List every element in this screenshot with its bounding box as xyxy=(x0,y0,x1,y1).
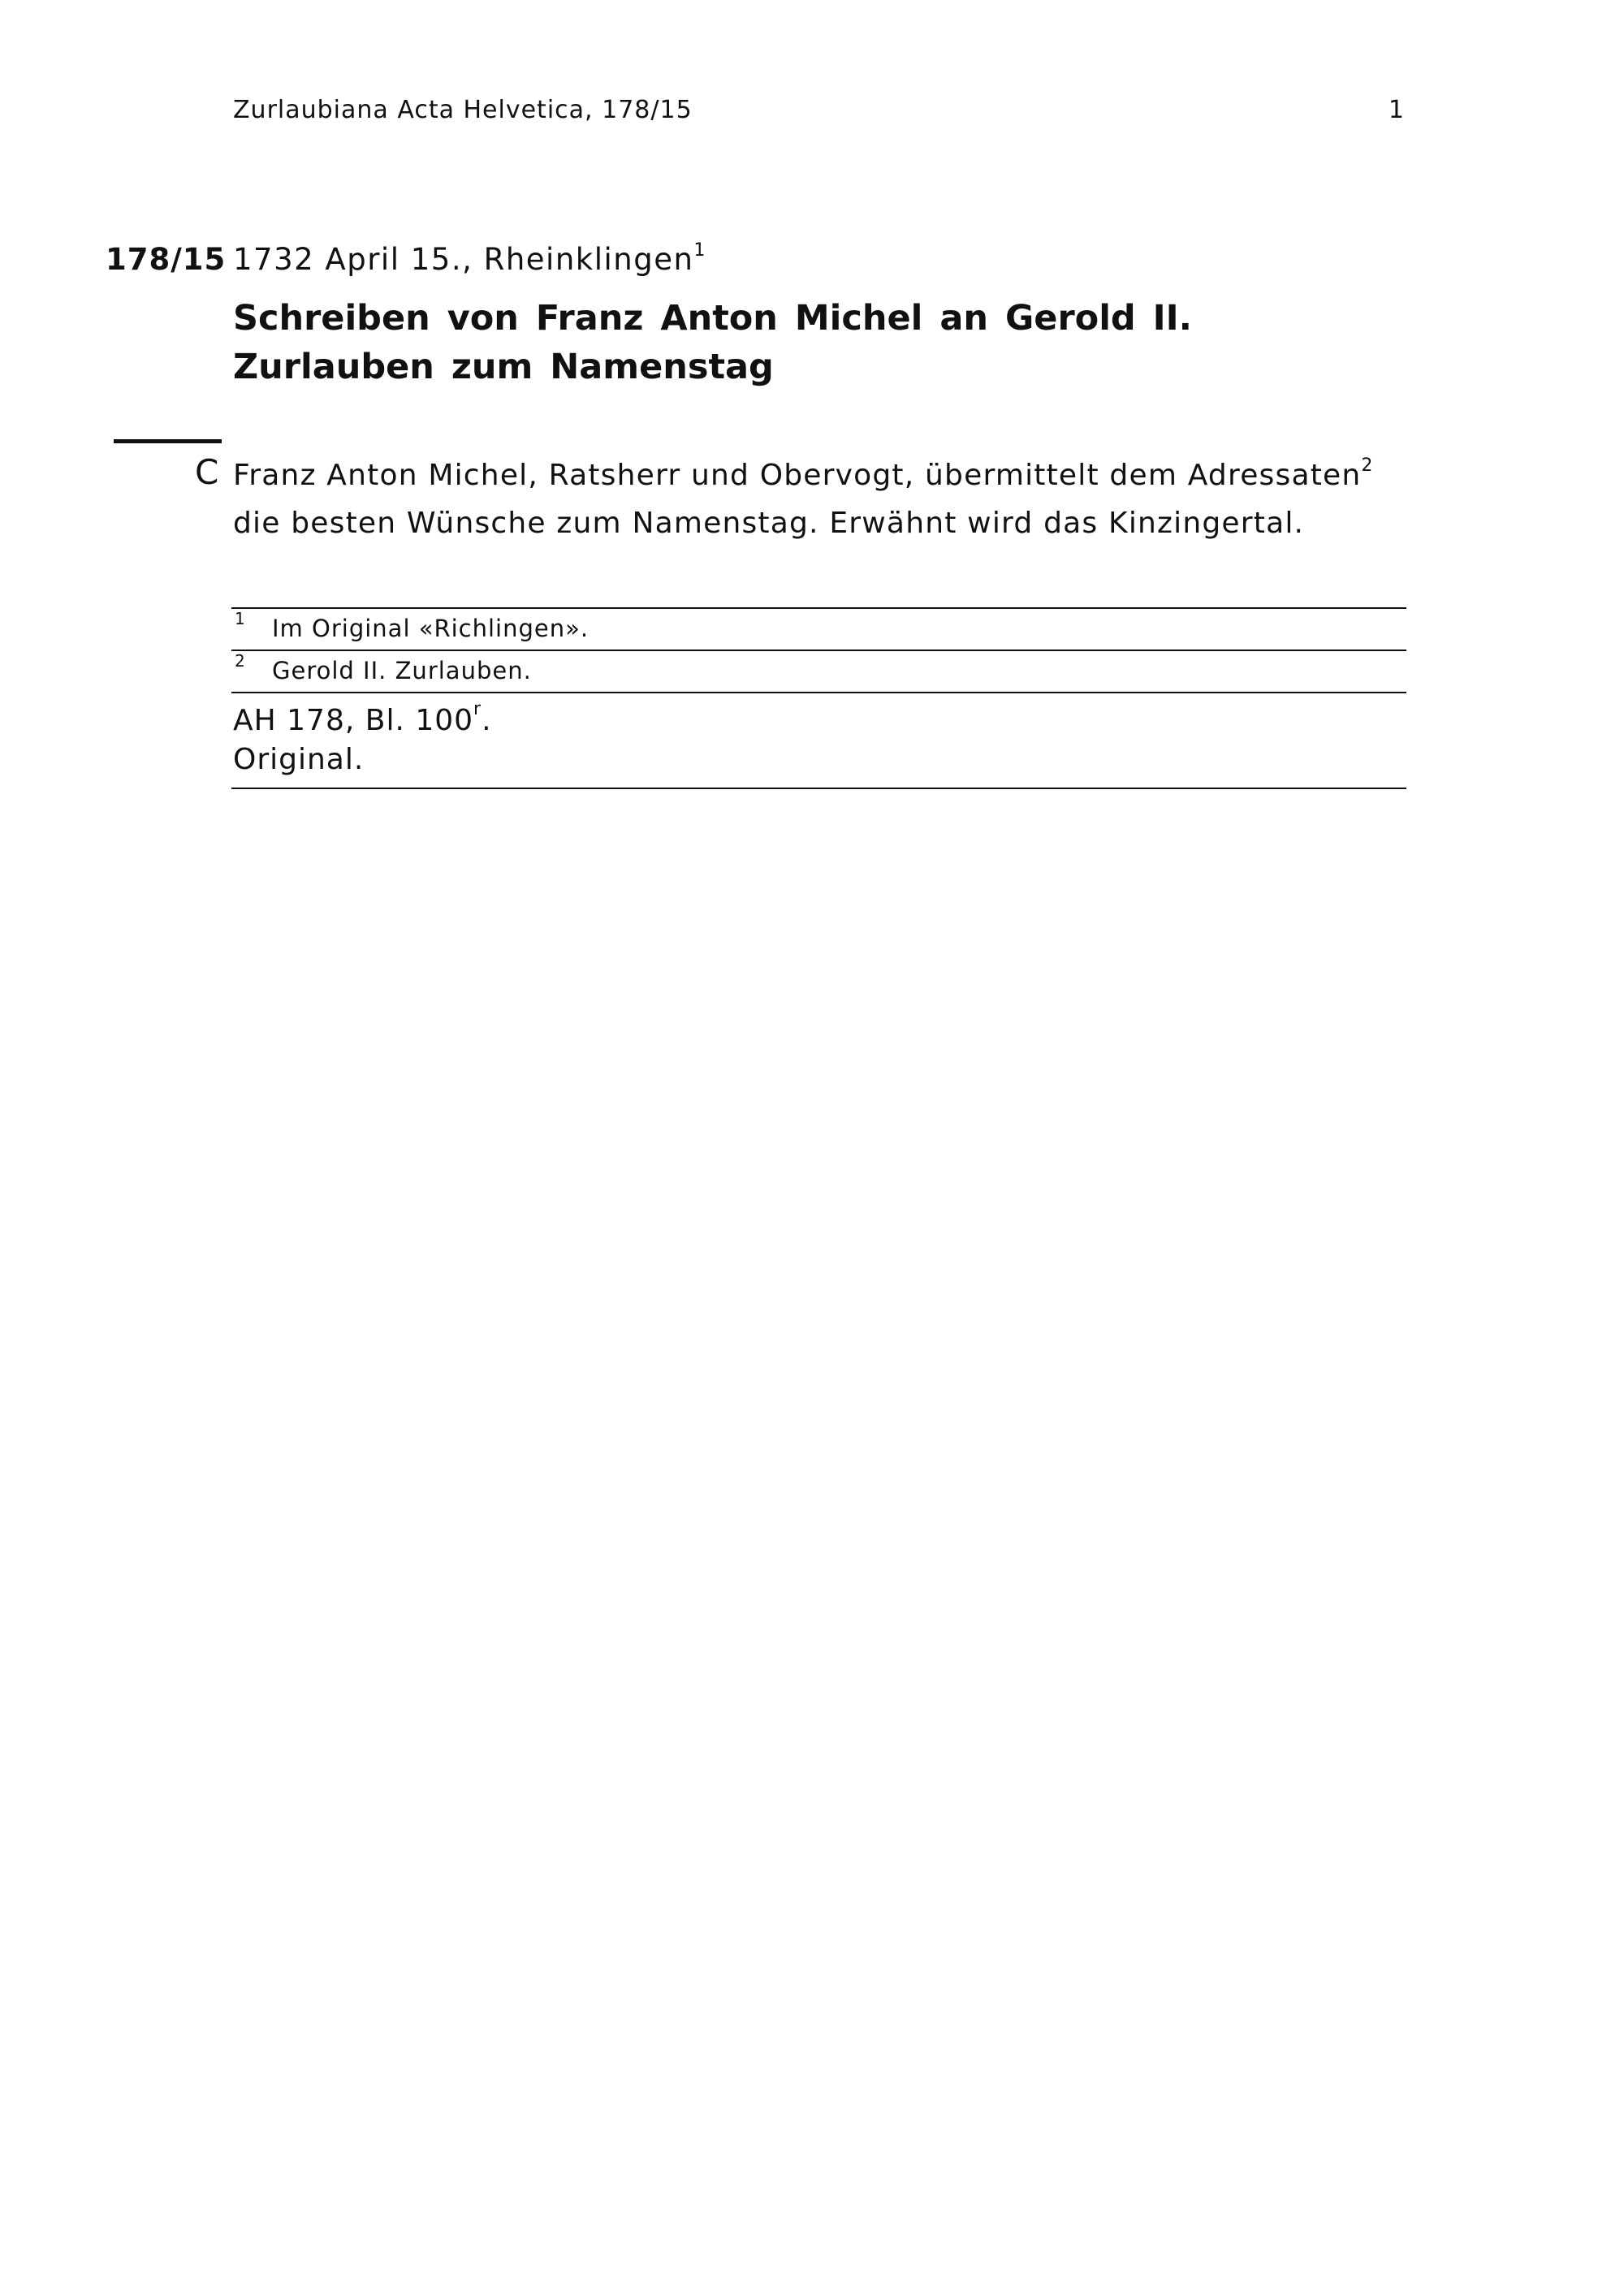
document-type-letter: C xyxy=(195,452,219,492)
signature-superscript: r xyxy=(473,699,482,719)
footnote xyxy=(231,650,1406,692)
document-number: 178/15 xyxy=(106,242,227,277)
date-place-line xyxy=(233,242,706,277)
regest-text xyxy=(233,451,1410,547)
regest-part-2: die besten Wünsche zum Namenstag. Erwähnt wird das Kinzingertal. xyxy=(233,507,1305,540)
source-block xyxy=(231,692,1406,789)
running-head xyxy=(233,96,1405,128)
signature-end: . xyxy=(482,704,492,737)
footnote-reference-1[interactable]: 1 xyxy=(693,240,706,261)
apparatus xyxy=(231,607,1406,789)
date-place: 1732 April 15., Rheinklingen xyxy=(233,242,694,277)
tradition-note: Original. xyxy=(233,743,365,776)
footnote-text: Gerold II. Zurlauben. xyxy=(272,657,532,684)
archive-signature xyxy=(233,701,1406,740)
footnote-reference-2[interactable]: 2 xyxy=(1361,455,1374,476)
page-number: 1 xyxy=(1388,96,1405,124)
signature-text: AH 178, Bl. 100 xyxy=(233,704,474,737)
footnote xyxy=(231,607,1406,650)
footnote-mark: 1 xyxy=(235,609,246,628)
footnote-mark: 2 xyxy=(235,651,246,671)
section-divider xyxy=(114,439,222,443)
footnote-text: Im Original «Richlingen». xyxy=(272,615,590,642)
running-head-title: Zurlaubiana Acta Helvetica, 178/15 xyxy=(233,96,693,124)
document-title: Schreiben von Franz Anton Michel an Gerold II. Zurlauben zum Namenstag xyxy=(233,298,1193,387)
regest-part-1: Franz Anton Michel, Ratsherr und Obervogt, übermittelt dem Adressaten xyxy=(233,459,1362,492)
